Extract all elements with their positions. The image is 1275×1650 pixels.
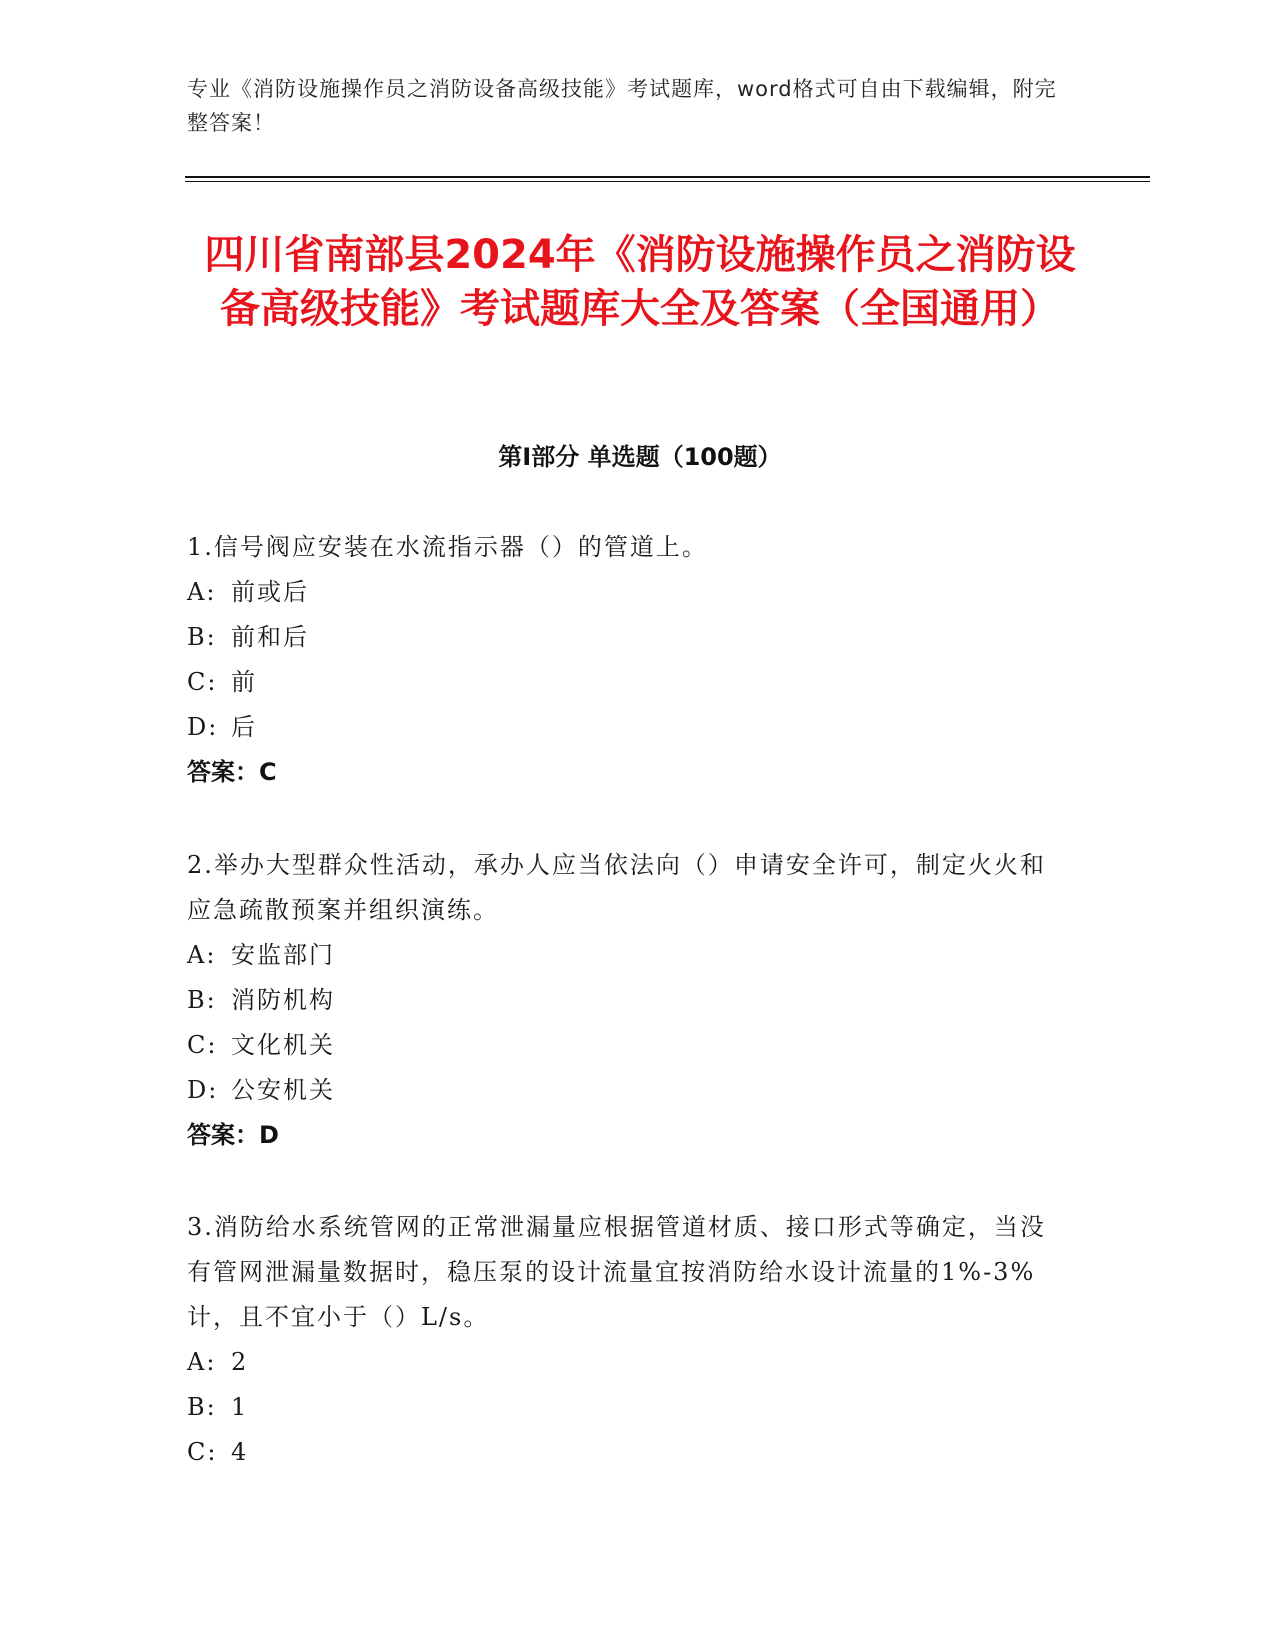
option-text: 前或后 <box>231 578 309 606</box>
option-key: C: <box>187 1031 218 1059</box>
option-text: 消防机构 <box>231 986 335 1014</box>
option-text: 安监部门 <box>231 941 335 969</box>
option-text: 前 <box>231 668 257 696</box>
option-text: 文化机关 <box>231 1031 335 1059</box>
header-divider-thin <box>185 181 1150 182</box>
option-text: 公安机关 <box>231 1076 335 1104</box>
answer-value: C <box>259 758 277 786</box>
question-3 <box>187 1205 1067 1475</box>
option-b <box>187 978 1067 1023</box>
option-text: 前和后 <box>231 623 309 651</box>
question-1 <box>187 525 1067 795</box>
option-key: D: <box>187 1076 219 1104</box>
option-d <box>187 705 1067 750</box>
question-stem: 3.消防给水系统管网的正常泄漏量应根据管道材质、接口形式等确定，当没有管网泄漏量数据时，稳压泵的设计流量宜按消防给水设计流量的1%-3%计，且不宜小于（）L/s。 <box>187 1213 1046 1331</box>
option-key: A: <box>187 941 217 969</box>
answer-value: D <box>259 1121 279 1149</box>
option-key: C: <box>187 668 218 696</box>
answer-label: 答案： <box>187 1121 259 1149</box>
header-divider-thick <box>185 176 1150 178</box>
option-c <box>187 1430 1067 1475</box>
option-key: C: <box>187 1438 218 1466</box>
question-stem: 1.信号阀应安装在水流指示器（）的管道上。 <box>187 533 708 561</box>
option-b <box>187 1385 1067 1430</box>
option-a <box>187 570 1067 615</box>
option-a <box>187 1340 1067 1385</box>
option-key: B: <box>187 1393 217 1421</box>
option-key: A: <box>187 578 217 606</box>
option-key: B: <box>187 986 217 1014</box>
option-key: B: <box>187 623 217 651</box>
question-stem: 2.举办大型群众性活动，承办人应当依法向（）申请安全许可，制定火火和应急疏散预案并组织演练。 <box>187 851 1046 924</box>
header-note: 专业《消防设施操作员之消防设备高级技能》考试题库，word格式可自由下载编辑，附完整答案！ <box>187 77 1057 135</box>
option-c <box>187 1023 1067 1068</box>
document-title: 四川省南部县2024年《消防设施操作员之消防设备高级技能》考试题库大全及答案（全国通用） <box>204 232 1076 332</box>
question-2 <box>187 843 1067 1158</box>
option-b <box>187 615 1067 660</box>
option-key: D: <box>187 713 219 741</box>
option-text: 4 <box>231 1438 249 1466</box>
option-text: 后 <box>231 713 257 741</box>
option-key: A: <box>187 1348 217 1376</box>
option-c <box>187 660 1067 705</box>
answer-line <box>187 750 1067 795</box>
option-a <box>187 933 1067 978</box>
answer-label: 答案： <box>187 758 259 786</box>
option-text: 2 <box>231 1348 249 1376</box>
section-title: 第Ⅰ部分 单选题（100题） <box>498 443 782 471</box>
option-text: 1 <box>231 1393 249 1421</box>
answer-line <box>187 1113 1067 1158</box>
option-d <box>187 1068 1067 1113</box>
